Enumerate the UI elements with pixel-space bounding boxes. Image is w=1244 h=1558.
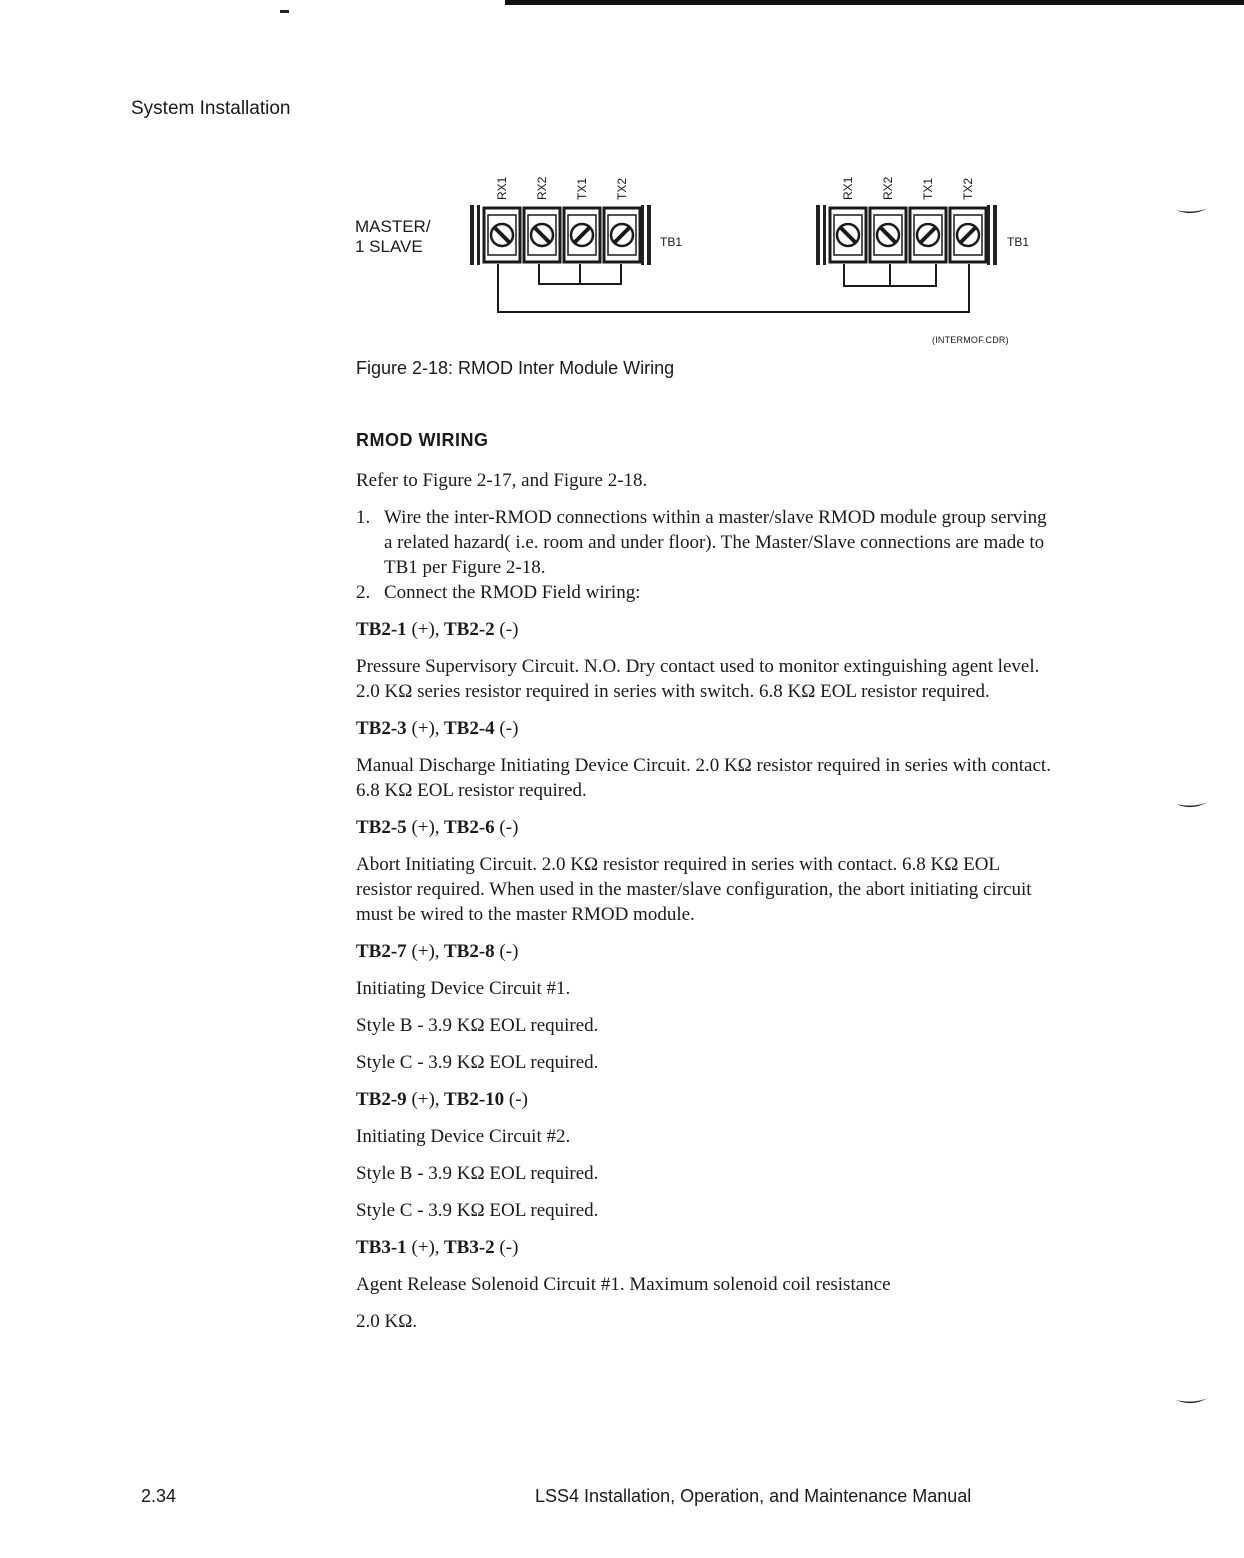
- terminal-block-master: [470, 205, 651, 265]
- section-body: [356, 468, 1056, 1346]
- terminal-id: TB2-1: [356, 619, 407, 640]
- step-text: Connect the RMOD Field wiring:: [384, 582, 641, 603]
- terminal-sign: (-): [499, 718, 519, 739]
- terminal-block-slave: [816, 205, 997, 265]
- block-label-slave: TB1: [1007, 235, 1030, 249]
- terminal-screw: [564, 208, 600, 262]
- terminal-label: RX1: [495, 176, 509, 200]
- scan-top-edge: [505, 0, 1244, 5]
- terminal-description: Initiating Device Circuit #2.: [356, 1126, 571, 1147]
- scan-mark: [280, 10, 289, 13]
- terminal-sign: (-): [499, 1237, 519, 1258]
- step-number: 1.: [356, 507, 371, 528]
- section-heading: RMOD WIRING: [356, 430, 489, 450]
- terminal-screw: [870, 208, 906, 262]
- terminal-description: Agent Release Solenoid Circuit #1. Maximum solenoid coil resistance: [356, 1274, 891, 1295]
- block-label-master: TB1: [660, 235, 683, 249]
- terminal-label: TX1: [921, 177, 935, 200]
- terminal-description: Style B - 3.9 KΩ EOL required.: [356, 1015, 599, 1036]
- wiring-diagram: [340, 160, 1060, 335]
- terminal-label: TX2: [615, 177, 629, 200]
- list-item: [356, 505, 1056, 580]
- terminal-sign: (-): [499, 619, 519, 640]
- terminal-description: Pressure Supervisory Circuit. N.O. Dry contact used to monitor extinguishing agent level. 2.0 KΩ series resistor required in series with switch. 6.8 KΩ EOL resistor required.: [356, 656, 1040, 702]
- terminal-screw: [604, 208, 640, 262]
- module-label-line2: 1 SLAVE: [355, 237, 423, 256]
- section-header: System Installation: [131, 98, 291, 119]
- module-label-line1: MASTER/: [355, 217, 431, 236]
- terminal-sign: (+),: [411, 1237, 440, 1258]
- terminal-id: TB2-5: [356, 817, 407, 838]
- terminal-sign: (+),: [411, 941, 440, 962]
- terminal-id: TB3-2: [443, 1237, 495, 1258]
- terminal-sign: (-): [508, 1089, 528, 1110]
- terminal-label: TX1: [575, 177, 589, 200]
- terminal-description: Style B - 3.9 KΩ EOL required.: [356, 1163, 599, 1184]
- terminal-id: TB2-3: [356, 718, 407, 739]
- terminal-label: RX2: [881, 176, 895, 200]
- terminal-descriptions: [356, 617, 1056, 1334]
- terminal-description: Initiating Device Circuit #1.: [356, 978, 571, 999]
- terminal-heading: [356, 716, 1056, 741]
- terminal-sign: (+),: [411, 817, 440, 838]
- page-number: 2.34: [141, 1486, 177, 1506]
- terminal-description: Manual Discharge Initiating Device Circuit. 2.0 KΩ resistor required in series with contact. 6.8 KΩ EOL resistor required.: [356, 755, 1051, 801]
- intro-text: Refer to Figure 2-17, and Figure 2-18.: [356, 470, 648, 491]
- list-item: [356, 580, 1056, 605]
- terminal-id: TB2-2: [443, 619, 495, 640]
- terminal-description: Style C - 3.9 KΩ EOL required.: [356, 1200, 599, 1221]
- binding-tab-mark: [1176, 1398, 1210, 1406]
- terminal-sign: (-): [499, 817, 519, 838]
- step-number: 2.: [356, 582, 371, 603]
- terminal-description: Abort Initiating Circuit. 2.0 KΩ resistor required in series with contact. 6.8 KΩ EOL resistor required. When used in the master/slave configuration, the abort initiating circuit must be wired to the master RMOD module.: [356, 854, 1032, 925]
- terminal-heading: [356, 617, 1056, 642]
- terminal-id: TB3-1: [356, 1237, 407, 1258]
- terminal-id: TB2-6: [443, 817, 495, 838]
- terminal-description: Style C - 3.9 KΩ EOL required.: [356, 1052, 599, 1073]
- terminal-id: TB2-8: [443, 941, 495, 962]
- terminal-heading: [356, 815, 1056, 840]
- terminal-sign: (-): [499, 941, 519, 962]
- terminal-id: TB2-10: [443, 1089, 505, 1110]
- terminal-screw: [830, 208, 866, 262]
- terminal-sign: (+),: [411, 619, 440, 640]
- binding-tab-mark: [1176, 208, 1210, 216]
- step-list: [356, 505, 1056, 605]
- terminal-heading: [356, 1235, 1056, 1260]
- terminal-screw: [910, 208, 946, 262]
- terminal-heading: [356, 1087, 1056, 1112]
- terminal-screw: [950, 208, 986, 262]
- step-text: Wire the inter-RMOD connections within a master/slave RMOD module group serving a related hazard( i.e. room and under floor). The Master/Slave connections are made to TB1 per Figure 2-18.: [384, 507, 1047, 578]
- figure-file-name: (INTERMOF.CDR): [932, 335, 1009, 345]
- terminal-id: TB2-7: [356, 941, 407, 962]
- binding-tab-mark: [1176, 802, 1210, 810]
- terminal-description: 2.0 KΩ.: [356, 1311, 418, 1332]
- figure-caption: Figure 2-18: RMOD Inter Module Wiring: [356, 358, 675, 378]
- terminal-screw: [524, 208, 560, 262]
- terminal-sign: (+),: [411, 718, 440, 739]
- terminal-sign: (+),: [411, 1089, 440, 1110]
- terminal-id: TB2-9: [356, 1089, 407, 1110]
- terminal-heading: [356, 939, 1056, 964]
- terminal-screw: [484, 208, 520, 262]
- manual-title: LSS4 Installation, Operation, and Maintenance Manual: [535, 1486, 972, 1506]
- terminal-label: RX1: [841, 176, 855, 200]
- terminal-label: RX2: [535, 176, 549, 200]
- terminal-label: TX2: [961, 177, 975, 200]
- terminal-id: TB2-4: [443, 718, 495, 739]
